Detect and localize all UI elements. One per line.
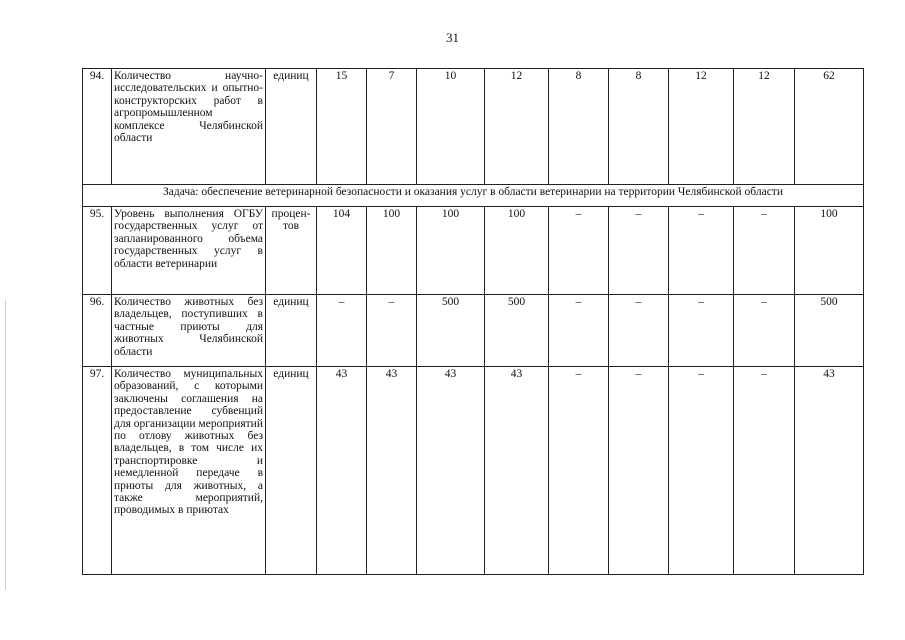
task-row <box>83 185 864 207</box>
table-row <box>83 295 864 367</box>
value-cell: 7 <box>367 69 417 185</box>
page-number: 31 <box>446 30 459 45</box>
value-cell: 8 <box>609 69 669 185</box>
value-cell: 43 <box>485 367 549 575</box>
value-cell: 8 <box>549 69 609 185</box>
row-number: 94. <box>83 69 112 185</box>
value-cell: 12 <box>734 69 795 185</box>
value-cell: – <box>549 207 609 295</box>
value-cell: – <box>669 207 734 295</box>
value-cell: 100 <box>417 207 485 295</box>
unit-cell: единиц <box>266 69 317 185</box>
value-cell: – <box>734 295 795 367</box>
value-cell: – <box>317 295 367 367</box>
value-cell: 104 <box>317 207 367 295</box>
row-number: 95. <box>83 207 112 295</box>
value-cell: – <box>669 295 734 367</box>
value-cell: – <box>669 367 734 575</box>
value-cell: – <box>549 367 609 575</box>
value-cell: 12 <box>669 69 734 185</box>
scan-edge-line <box>5 300 6 590</box>
total-value-cell: 43 <box>795 367 864 575</box>
table-row <box>83 69 864 185</box>
value-cell: 15 <box>317 69 367 185</box>
value-cell: – <box>367 295 417 367</box>
indicators-table <box>82 68 864 575</box>
value-cell: – <box>609 367 669 575</box>
value-cell: – <box>734 367 795 575</box>
value-cell: 43 <box>317 367 367 575</box>
unit-cell: единиц <box>266 367 317 575</box>
unit-cell: процен-тов <box>266 207 317 295</box>
total-value-cell: 100 <box>795 207 864 295</box>
value-cell: 43 <box>417 367 485 575</box>
value-cell: 100 <box>367 207 417 295</box>
value-cell: – <box>609 295 669 367</box>
value-cell: 100 <box>485 207 549 295</box>
indicator-name: Количество научно-исследовательских и опытно-конструкторских работ в агропромышленном комплексе Челябинской области <box>112 69 266 185</box>
task-heading: Задача: обеспечение ветеринарной безопасности и оказания услуг в области ветеринарии на территории Челябинской области <box>83 185 864 207</box>
unit-cell: единиц <box>266 295 317 367</box>
table-row <box>83 207 864 295</box>
indicator-name: Количество муниципальных образований, с которыми заключены соглашения на предоставление субвенций для организации мероприятий по отлову животных без владельцев, в том числе их транспортировке и немедленной передаче в приюты для животных, а также мероприятий, проводимых в приютах <box>112 367 266 575</box>
row-number: 97. <box>83 367 112 575</box>
value-cell: 10 <box>417 69 485 185</box>
table-row <box>83 367 864 575</box>
indicator-name: Уровень выполнения ОГБУ государственных услуг от запланированного объема государственных услуг в области ветеринарии <box>112 207 266 295</box>
value-cell: – <box>734 207 795 295</box>
total-value-cell: 500 <box>795 295 864 367</box>
value-cell: 500 <box>485 295 549 367</box>
value-cell: 12 <box>485 69 549 185</box>
indicator-name: Количество животных без владельцев, поступивших в частные приюты для животных Челябинской области <box>112 295 266 367</box>
value-cell: – <box>549 295 609 367</box>
total-value-cell: 62 <box>795 69 864 185</box>
row-number: 96. <box>83 295 112 367</box>
value-cell: 43 <box>367 367 417 575</box>
value-cell: – <box>609 207 669 295</box>
value-cell: 500 <box>417 295 485 367</box>
